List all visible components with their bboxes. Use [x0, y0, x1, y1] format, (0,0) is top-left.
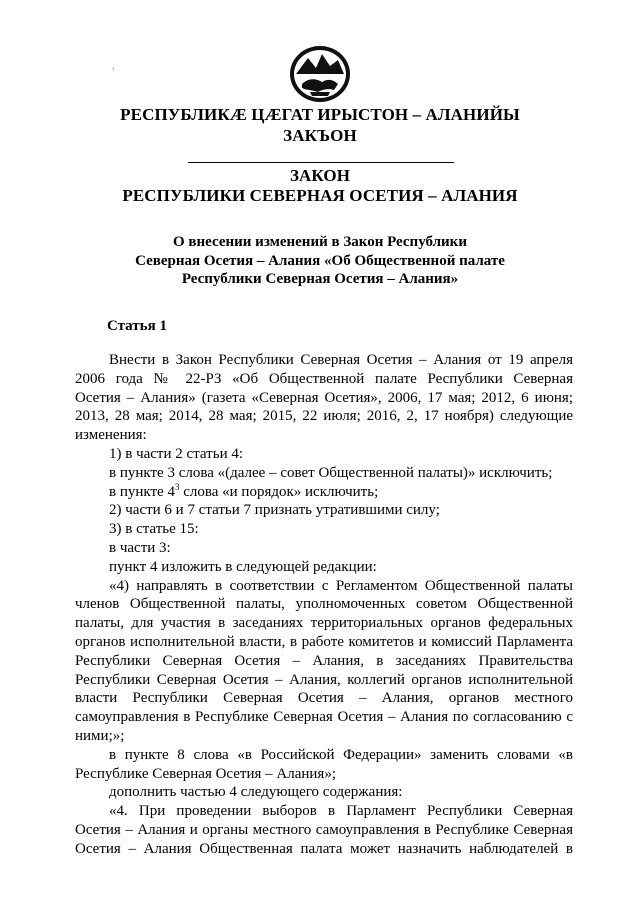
body-line: изменения:: [75, 427, 147, 444]
header-divider: [188, 162, 454, 163]
law-title-line: О внесении изменений в Закон Республики: [173, 234, 467, 250]
body-line: Республики Северная Осетия – Алания, коллегий органов исполнительной: [75, 671, 573, 688]
body-line: самоуправления в Республике Северная Осетия – Алания по согласованию с: [75, 709, 573, 726]
body-line: 2006 года № 22-РЗ «Об Общественной палате Республики Северная: [75, 370, 573, 387]
body-line: в пункте 3 слова «(далее – совет Общественной палаты)» исключить;: [109, 464, 553, 481]
law-heading-russian: ЗАКОН: [289, 166, 351, 185]
body-line: «4) направлять в соответствии с Регламентом Общественной палаты: [109, 577, 573, 594]
republic-name-ossetian: РЕСПУБЛИКӔ ЦӔГАТ ИРЫСТОН – АЛАНИЙЫ: [120, 105, 520, 124]
body-line: пункт 4 изложить в следующей редакции:: [109, 558, 377, 575]
body-line: органов исполнительной власти, в работе комитетов и комиссий Парламента: [75, 633, 573, 650]
body-text: в пункте 4: [109, 483, 175, 500]
body-line: 3) в статье 15:: [109, 521, 199, 538]
body-line: Внести в Закон Республики Северная Осетия – Алания от 19 апреля: [109, 352, 573, 368]
body-line: власти Республики Северная Осетия – Алания, органов местного: [75, 690, 573, 707]
body-line: 2) части 6 и 7 статьи 7 признать утратившими силу;: [109, 502, 440, 519]
law-title-line: Северная Осетия – Алания «Об Общественной палате: [135, 252, 505, 269]
body-line: членов Общественной палаты, уполномоченных советом Общественной: [75, 596, 573, 613]
body-line: дополнить частью 4 следующего содержания:: [109, 784, 403, 801]
body-line: в части 3:: [109, 539, 171, 556]
law-title: [0, 233, 640, 289]
body-line: ними;»;: [75, 727, 125, 744]
republic-name-russian: РЕСПУБЛИКИ СЕВЕРНАЯ ОСЕТИЯ – АЛАНИЯ: [122, 186, 518, 205]
body-text: слова «и порядок» исключить;: [179, 483, 379, 500]
body-line: Республике Северная Осетия – Алания»;: [75, 765, 336, 782]
coat-of-arms-emblem: [288, 44, 352, 104]
body-line: Осетия – Алания» (газета «Северная Осетия», 2006, 17 мая; 2012, 6 июня;: [75, 389, 573, 406]
body-line: Республики Северная Осетия – Алания, в заседаниях Правительства: [75, 652, 573, 669]
body-line: [75, 483, 573, 502]
body-line: 1) в части 2 статьи 4:: [109, 445, 244, 462]
body-line: Осетия – Алания Общественная палата может назначить наблюдателей в: [75, 840, 573, 857]
body-line: «4. При проведении выборов в Парламент Республики Северная: [109, 803, 573, 820]
body-line: в пункте 8 слова «в Российской Федерации» заменить словами «в: [109, 746, 573, 763]
law-title-line: Республики Северная Осетия – Алания»: [181, 271, 459, 287]
scan-mark: ‘: [112, 66, 115, 75]
article-heading: Статья 1: [107, 318, 167, 334]
law-heading-ossetian: ЗАКЪОН: [283, 126, 357, 145]
body-line: палаты, для участия в заседаниях территориальных органов федеральных: [75, 615, 573, 632]
body-line: 2013, 28 мая; 2014, 28 мая; 2015, 22 июля; 2016, 2, 17 ноября) следующие: [75, 408, 573, 425]
body-line: Осетия – Алания и органы местного самоуправления в Республике Северная: [75, 821, 573, 838]
superscript: 3: [174, 481, 180, 492]
article-body: [75, 351, 573, 859]
